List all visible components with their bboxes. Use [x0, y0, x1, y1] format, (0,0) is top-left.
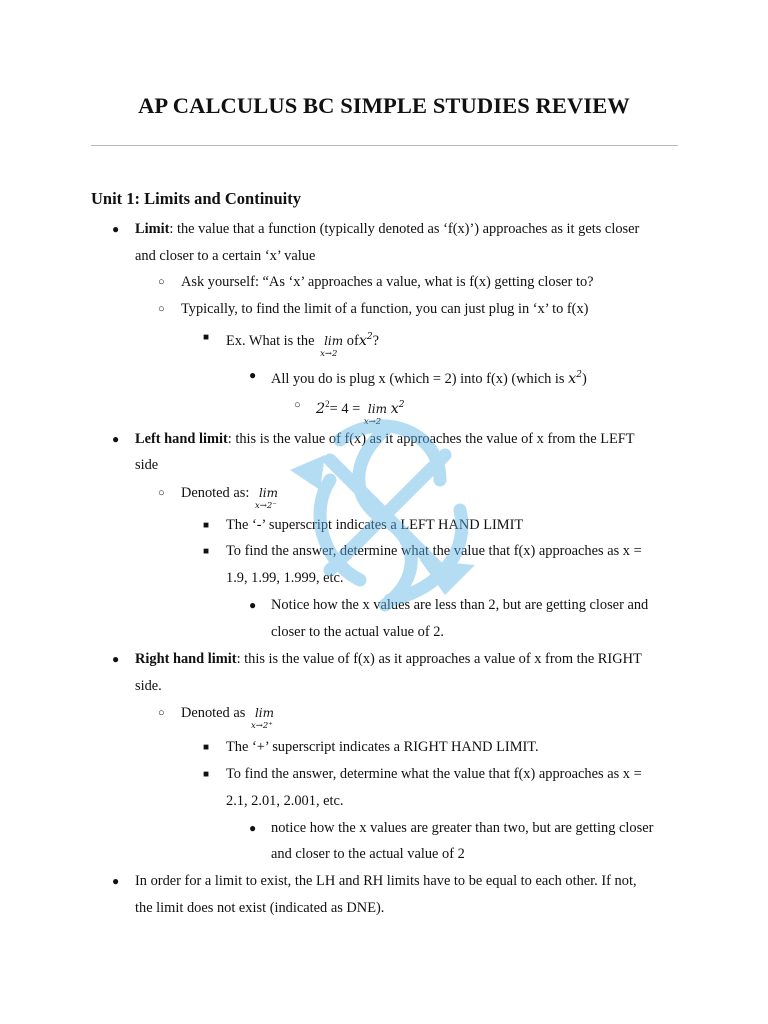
math-exponent: 2 — [576, 370, 582, 380]
existence-condition-line: In order for a limit to exist, the LH and RH limits have to be equal to each other. If not, — [135, 873, 637, 889]
right-hand-limit-text: : this is the value of f(x) as it approaches a value of x from the RIGHT — [236, 651, 642, 667]
left-notice-line: Notice how the x values are less than 2, but are getting closer and — [271, 597, 649, 613]
math-x: x — [390, 400, 399, 417]
bullet-marker: ● — [249, 368, 257, 382]
bullet-marker: ● — [112, 874, 120, 888]
result-equals: = 4 = — [329, 400, 361, 417]
right-find-answer-cont: 2.1, 2.01, 2.001, etc. — [226, 793, 344, 809]
example-line — [226, 328, 379, 359]
example-text: Ex. What is the — [226, 332, 315, 349]
typically-line: Typically, to find the limit of a function, you can just plug in ‘x’ to f(x) — [181, 301, 589, 317]
limit-definition-text: : the value that a function (typically denoted as ‘f(x)’) approaches as it gets closer — [169, 221, 640, 237]
right-notice-cont: and closer to the actual value of 2 — [271, 846, 465, 862]
example-of: of — [346, 332, 359, 349]
term-limit: Limit — [135, 221, 170, 237]
denoted-text: Denoted as: — [181, 485, 250, 501]
existence-condition-cont: the limit does not exist (indicated as DNE). — [135, 900, 385, 916]
right-notice-line: notice how the x values are greater than two, but are getting closer — [271, 820, 654, 836]
limit-notation — [320, 332, 344, 359]
right-hand-limit-definition — [135, 650, 642, 668]
square-bullet-marker: ■ — [203, 520, 210, 531]
denoted-text: Denoted as — [181, 705, 246, 721]
limit-notation — [250, 704, 275, 731]
section-heading: Unit 1: Limits and Continuity — [91, 189, 301, 208]
square-bullet-marker: ■ — [203, 332, 210, 343]
ask-yourself-line: Ask yourself: “As ‘x’ approaches a value, what is f(x) getting closer to? — [181, 274, 594, 290]
math-exponent: 2 — [398, 400, 405, 410]
term-right-hand-limit: Right hand limit — [135, 651, 237, 667]
square-bullet-marker: ■ — [203, 546, 210, 557]
bullet-marker: ● — [249, 821, 257, 835]
right-superscript-line: The ‘+’ superscript indicates a RIGHT HAND LIMIT. — [226, 739, 539, 755]
plug-in-close: ) — [581, 370, 587, 387]
document-title: AP CALCULUS BC SIMPLE STUDIES REVIEW — [138, 93, 630, 118]
left-find-answer-cont: 1.9, 1.99, 1.999, etc. — [226, 570, 344, 586]
math-x: x — [568, 370, 577, 387]
title-divider — [91, 145, 678, 146]
lim-subscript: x→2 — [363, 416, 382, 427]
lim-label: lim — [258, 486, 279, 500]
bullet-marker: ● — [249, 598, 257, 612]
denoted-right-line — [181, 704, 275, 731]
right-find-answer-line: To find the answer, determine what the value that f(x) approaches as x = — [226, 766, 642, 782]
left-find-answer-line: To find the answer, determine what the value that f(x) approaches as x = — [226, 543, 642, 559]
limit-definition-cont: and closer to a certain ‘x’ value — [135, 248, 316, 264]
bullet-marker: ● — [112, 432, 120, 446]
bullet-marker: ● — [112, 652, 120, 666]
right-hand-limit-cont: side. — [135, 678, 162, 694]
sub-bullet-marker: ○ — [158, 276, 165, 288]
square-bullet-marker: ■ — [203, 742, 210, 753]
example-qmark: ? — [372, 332, 379, 349]
sub-bullet-marker: ○ — [158, 487, 165, 499]
lim-subscript: x→2⁺ — [250, 721, 273, 731]
term-left-hand-limit: Left hand limit — [135, 431, 228, 447]
result-base: 2 — [316, 400, 326, 417]
math-exponent: 2 — [366, 332, 373, 342]
lim-subscript: x→2⁻ — [254, 501, 277, 511]
left-notice-cont: closer to the actual value of 2. — [271, 624, 445, 640]
math-x: x — [358, 332, 367, 349]
square-bullet-marker: ■ — [203, 769, 210, 780]
result-exponent: 2 — [325, 399, 330, 409]
lim-subscript: x→2 — [320, 348, 338, 359]
lim-label: lim — [367, 401, 387, 416]
left-hand-limit-text: : this is the value of f(x) as it approaches the value of x from the LEFT — [227, 431, 635, 447]
bullet-marker: ● — [112, 222, 120, 236]
plug-in-line — [271, 366, 587, 388]
limit-definition — [135, 220, 639, 238]
plug-in-text: All you do is plug x (which = 2) into f(x) (which is — [271, 370, 565, 387]
simple-studies-logo-watermark-icon — [270, 400, 500, 620]
sub-bullet-marker: ○ — [158, 707, 165, 719]
left-hand-limit-cont: side — [135, 457, 159, 473]
lim-label: lim — [324, 333, 344, 348]
sub-bullet-marker: ○ — [294, 399, 301, 411]
lim-label: lim — [254, 706, 275, 720]
denoted-left-line — [181, 484, 279, 511]
sub-bullet-marker: ○ — [158, 303, 165, 315]
left-superscript-line: The ‘-’ superscript indicates a LEFT HAND LIMIT — [226, 517, 524, 533]
